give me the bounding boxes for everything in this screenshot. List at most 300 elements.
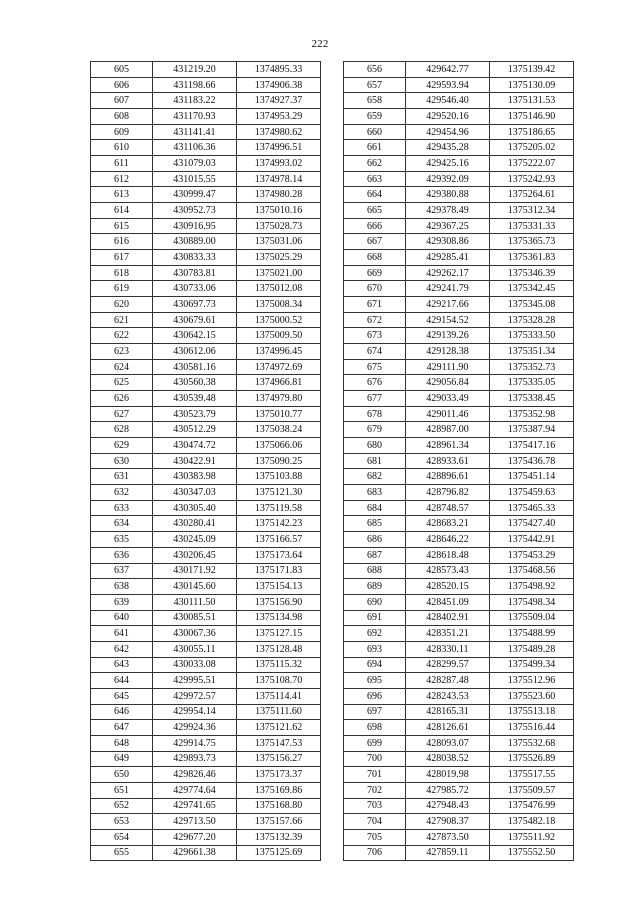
x-coordinate-cell: 431183.22	[153, 93, 237, 109]
point-number-cell: 630	[91, 453, 153, 469]
table-row	[91, 359, 321, 375]
point-number-cell: 651	[91, 782, 153, 798]
table-row	[344, 579, 574, 595]
x-coordinate-cell: 431015.55	[153, 171, 237, 187]
y-coordinate-cell: 1375119.58	[237, 500, 321, 516]
x-coordinate-cell: 427873.50	[406, 829, 490, 845]
y-coordinate-cell: 1375000.52	[237, 312, 321, 328]
y-coordinate-cell: 1374980.28	[237, 187, 321, 203]
table-row	[91, 391, 321, 407]
point-number-cell: 654	[91, 829, 153, 845]
point-number-cell: 665	[344, 203, 406, 219]
x-coordinate-cell: 428961.34	[406, 438, 490, 454]
x-coordinate-cell: 430916.95	[153, 218, 237, 234]
y-coordinate-cell: 1375031.06	[237, 234, 321, 250]
point-number-cell: 703	[344, 798, 406, 814]
x-coordinate-cell: 431219.20	[153, 62, 237, 78]
y-coordinate-cell: 1375345.08	[490, 297, 574, 313]
x-coordinate-cell: 430581.16	[153, 359, 237, 375]
point-number-cell: 662	[344, 156, 406, 172]
table-row	[91, 203, 321, 219]
point-number-cell: 686	[344, 532, 406, 548]
table-row	[91, 406, 321, 422]
y-coordinate-cell: 1375532.68	[490, 735, 574, 751]
table-row	[344, 673, 574, 689]
x-coordinate-cell: 431141.41	[153, 124, 237, 140]
point-number-cell: 655	[91, 845, 153, 861]
point-number-cell: 618	[91, 265, 153, 281]
y-coordinate-cell: 1375498.34	[490, 594, 574, 610]
table-row	[91, 610, 321, 626]
x-coordinate-cell: 430952.73	[153, 203, 237, 219]
table-row	[344, 109, 574, 125]
table-row	[91, 124, 321, 140]
y-coordinate-cell: 1375142.23	[237, 516, 321, 532]
y-coordinate-cell: 1375128.48	[237, 641, 321, 657]
x-coordinate-cell: 429546.40	[406, 93, 490, 109]
page-number: 222	[311, 38, 329, 50]
table-row	[91, 422, 321, 438]
coordinates-table-left	[90, 61, 321, 861]
point-number-cell: 642	[91, 641, 153, 657]
table-row	[344, 704, 574, 720]
x-coordinate-cell: 428019.98	[406, 767, 490, 783]
y-coordinate-cell: 1375171.83	[237, 563, 321, 579]
table-row	[91, 594, 321, 610]
y-coordinate-cell: 1375146.90	[490, 109, 574, 125]
point-number-cell: 610	[91, 140, 153, 156]
table-row	[344, 782, 574, 798]
y-coordinate-cell: 1375114.41	[237, 688, 321, 704]
y-coordinate-cell: 1375468.56	[490, 563, 574, 579]
table-row	[91, 782, 321, 798]
table-row	[344, 250, 574, 266]
table-row	[344, 422, 574, 438]
point-number-cell: 611	[91, 156, 153, 172]
y-coordinate-cell: 1375205.02	[490, 140, 574, 156]
point-number-cell: 637	[91, 563, 153, 579]
x-coordinate-cell: 429128.38	[406, 344, 490, 360]
y-coordinate-cell: 1375436.78	[490, 453, 574, 469]
y-coordinate-cell: 1374978.14	[237, 171, 321, 187]
table-row	[344, 532, 574, 548]
y-coordinate-cell: 1375127.15	[237, 626, 321, 642]
table-row	[344, 845, 574, 861]
table-row	[91, 547, 321, 563]
point-number-cell: 657	[344, 77, 406, 93]
y-coordinate-cell: 1375115.32	[237, 657, 321, 673]
table-row	[344, 720, 574, 736]
x-coordinate-cell: 430539.48	[153, 391, 237, 407]
x-coordinate-cell: 428748.57	[406, 500, 490, 516]
x-coordinate-cell: 428987.00	[406, 422, 490, 438]
y-coordinate-cell: 1375513.18	[490, 704, 574, 720]
x-coordinate-cell: 431170.93	[153, 109, 237, 125]
y-coordinate-cell: 1375010.16	[237, 203, 321, 219]
y-coordinate-cell: 1375156.27	[237, 751, 321, 767]
table-row	[91, 641, 321, 657]
y-coordinate-cell: 1374927.37	[237, 93, 321, 109]
x-coordinate-cell: 428618.48	[406, 547, 490, 563]
x-coordinate-cell: 430055.11	[153, 641, 237, 657]
point-number-cell: 701	[344, 767, 406, 783]
y-coordinate-cell: 1375038.24	[237, 422, 321, 438]
table-row	[91, 250, 321, 266]
x-coordinate-cell: 430612.06	[153, 344, 237, 360]
x-coordinate-cell: 430422.91	[153, 453, 237, 469]
y-coordinate-cell: 1375222.07	[490, 156, 574, 172]
x-coordinate-cell: 430642.15	[153, 328, 237, 344]
table-row	[344, 62, 574, 78]
y-coordinate-cell: 1375130.09	[490, 77, 574, 93]
table-row	[91, 281, 321, 297]
x-coordinate-cell: 428520.15	[406, 579, 490, 595]
y-coordinate-cell: 1375365.73	[490, 234, 574, 250]
point-number-cell: 644	[91, 673, 153, 689]
point-number-cell: 664	[344, 187, 406, 203]
point-number-cell: 614	[91, 203, 153, 219]
table-row	[91, 469, 321, 485]
point-number-cell: 643	[91, 657, 153, 673]
y-coordinate-cell: 1374993.02	[237, 156, 321, 172]
x-coordinate-cell: 431198.66	[153, 77, 237, 93]
y-coordinate-cell: 1375108.70	[237, 673, 321, 689]
y-coordinate-cell: 1374953.29	[237, 109, 321, 125]
point-number-cell: 693	[344, 641, 406, 657]
x-coordinate-cell: 428038.52	[406, 751, 490, 767]
point-number-cell: 634	[91, 516, 153, 532]
y-coordinate-cell: 1375499.34	[490, 657, 574, 673]
x-coordinate-cell: 430206.45	[153, 547, 237, 563]
x-coordinate-cell: 428287.48	[406, 673, 490, 689]
y-coordinate-cell: 1375121.62	[237, 720, 321, 736]
y-coordinate-cell: 1375134.98	[237, 610, 321, 626]
point-number-cell: 622	[91, 328, 153, 344]
x-coordinate-cell: 430833.33	[153, 250, 237, 266]
point-number-cell: 623	[91, 344, 153, 360]
table-row	[91, 485, 321, 501]
x-coordinate-cell: 430305.40	[153, 500, 237, 516]
x-coordinate-cell: 430679.61	[153, 312, 237, 328]
table-row	[91, 563, 321, 579]
y-coordinate-cell: 1375312.34	[490, 203, 574, 219]
point-number-cell: 613	[91, 187, 153, 203]
point-number-cell: 628	[91, 422, 153, 438]
point-number-cell: 692	[344, 626, 406, 642]
table-row	[344, 265, 574, 281]
y-coordinate-cell: 1375476.99	[490, 798, 574, 814]
point-number-cell: 632	[91, 485, 153, 501]
table-row	[91, 626, 321, 642]
x-coordinate-cell: 430999.47	[153, 187, 237, 203]
point-number-cell: 620	[91, 297, 153, 313]
point-number-cell: 648	[91, 735, 153, 751]
y-coordinate-cell: 1375509.57	[490, 782, 574, 798]
point-number-cell: 672	[344, 312, 406, 328]
table-row	[344, 500, 574, 516]
x-coordinate-cell: 428299.57	[406, 657, 490, 673]
y-coordinate-cell: 1375090.25	[237, 453, 321, 469]
x-coordinate-cell: 430171.92	[153, 563, 237, 579]
point-number-cell: 656	[344, 62, 406, 78]
table-row	[344, 594, 574, 610]
y-coordinate-cell: 1375511.92	[490, 829, 574, 845]
x-coordinate-cell: 429454.96	[406, 124, 490, 140]
x-coordinate-cell: 428165.31	[406, 704, 490, 720]
x-coordinate-cell: 430523.79	[153, 406, 237, 422]
point-number-cell: 687	[344, 547, 406, 563]
point-number-cell: 633	[91, 500, 153, 516]
x-coordinate-cell: 429139.26	[406, 328, 490, 344]
table-row	[344, 547, 574, 563]
y-coordinate-cell: 1375173.64	[237, 547, 321, 563]
x-coordinate-cell: 430085.51	[153, 610, 237, 626]
table-row	[91, 720, 321, 736]
table-row	[91, 140, 321, 156]
y-coordinate-cell: 1375333.50	[490, 328, 574, 344]
y-coordinate-cell: 1375516.44	[490, 720, 574, 736]
point-number-cell: 670	[344, 281, 406, 297]
table-row	[91, 171, 321, 187]
x-coordinate-cell: 428933.61	[406, 453, 490, 469]
y-coordinate-cell: 1375387.94	[490, 422, 574, 438]
point-number-cell: 691	[344, 610, 406, 626]
x-coordinate-cell: 429380.88	[406, 187, 490, 203]
y-coordinate-cell: 1375242.93	[490, 171, 574, 187]
table-row	[91, 187, 321, 203]
y-coordinate-cell: 1375121.30	[237, 485, 321, 501]
x-coordinate-cell: 430280.41	[153, 516, 237, 532]
table-row	[91, 453, 321, 469]
point-number-cell: 660	[344, 124, 406, 140]
y-coordinate-cell: 1375173.37	[237, 767, 321, 783]
table-row	[91, 438, 321, 454]
x-coordinate-cell: 430245.09	[153, 532, 237, 548]
point-number-cell: 679	[344, 422, 406, 438]
table-row	[344, 140, 574, 156]
y-coordinate-cell: 1375509.04	[490, 610, 574, 626]
point-number-cell: 675	[344, 359, 406, 375]
table-row	[91, 265, 321, 281]
x-coordinate-cell: 430474.72	[153, 438, 237, 454]
point-number-cell: 608	[91, 109, 153, 125]
y-coordinate-cell: 1375489.28	[490, 641, 574, 657]
point-number-cell: 668	[344, 250, 406, 266]
x-coordinate-cell: 430067.36	[153, 626, 237, 642]
y-coordinate-cell: 1375523.60	[490, 688, 574, 704]
point-number-cell: 631	[91, 469, 153, 485]
table-row	[344, 453, 574, 469]
table-row	[344, 469, 574, 485]
x-coordinate-cell: 430697.73	[153, 297, 237, 313]
x-coordinate-cell: 427985.72	[406, 782, 490, 798]
x-coordinate-cell: 429378.49	[406, 203, 490, 219]
x-coordinate-cell: 428646.22	[406, 532, 490, 548]
x-coordinate-cell: 430783.81	[153, 265, 237, 281]
table-row	[344, 391, 574, 407]
y-coordinate-cell: 1375132.39	[237, 829, 321, 845]
table-row	[91, 829, 321, 845]
point-number-cell: 612	[91, 171, 153, 187]
table-row	[344, 688, 574, 704]
y-coordinate-cell: 1375453.29	[490, 547, 574, 563]
point-number-cell: 635	[91, 532, 153, 548]
point-number-cell: 641	[91, 626, 153, 642]
y-coordinate-cell: 1375459.63	[490, 485, 574, 501]
table-row	[344, 657, 574, 673]
point-number-cell: 605	[91, 62, 153, 78]
table-row	[91, 767, 321, 783]
x-coordinate-cell: 429154.52	[406, 312, 490, 328]
point-number-cell: 624	[91, 359, 153, 375]
y-coordinate-cell: 1374996.51	[237, 140, 321, 156]
y-coordinate-cell: 1375352.98	[490, 406, 574, 422]
point-number-cell: 649	[91, 751, 153, 767]
table-row	[91, 312, 321, 328]
y-coordinate-cell: 1374980.62	[237, 124, 321, 140]
y-coordinate-cell: 1375009.50	[237, 328, 321, 344]
point-number-cell: 663	[344, 171, 406, 187]
y-coordinate-cell: 1375021.00	[237, 265, 321, 281]
point-number-cell: 680	[344, 438, 406, 454]
point-number-cell: 684	[344, 500, 406, 516]
x-coordinate-cell: 429972.57	[153, 688, 237, 704]
x-coordinate-cell: 428351.21	[406, 626, 490, 642]
x-coordinate-cell: 429661.38	[153, 845, 237, 861]
point-number-cell: 700	[344, 751, 406, 767]
y-coordinate-cell: 1375008.34	[237, 297, 321, 313]
y-coordinate-cell: 1374996.45	[237, 344, 321, 360]
point-number-cell: 690	[344, 594, 406, 610]
point-number-cell: 607	[91, 93, 153, 109]
x-coordinate-cell: 428093.07	[406, 735, 490, 751]
point-number-cell: 704	[344, 814, 406, 830]
point-number-cell: 699	[344, 735, 406, 751]
x-coordinate-cell: 429893.73	[153, 751, 237, 767]
y-coordinate-cell: 1375264.61	[490, 187, 574, 203]
x-coordinate-cell: 427948.43	[406, 798, 490, 814]
table-row	[91, 532, 321, 548]
point-number-cell: 688	[344, 563, 406, 579]
y-coordinate-cell: 1375442.91	[490, 532, 574, 548]
y-coordinate-cell: 1375125.69	[237, 845, 321, 861]
y-coordinate-cell: 1375103.88	[237, 469, 321, 485]
x-coordinate-cell: 429924.36	[153, 720, 237, 736]
y-coordinate-cell: 1375488.99	[490, 626, 574, 642]
y-coordinate-cell: 1375361.83	[490, 250, 574, 266]
table-row	[91, 814, 321, 830]
point-number-cell: 636	[91, 547, 153, 563]
x-coordinate-cell: 430733.06	[153, 281, 237, 297]
y-coordinate-cell: 1375338.45	[490, 391, 574, 407]
y-coordinate-cell: 1375186.65	[490, 124, 574, 140]
y-coordinate-cell: 1375156.90	[237, 594, 321, 610]
table-row	[344, 438, 574, 454]
table-row	[344, 767, 574, 783]
x-coordinate-cell: 430033.08	[153, 657, 237, 673]
table-row	[344, 281, 574, 297]
x-coordinate-cell: 429826.46	[153, 767, 237, 783]
table-row	[91, 375, 321, 391]
y-coordinate-cell: 1375331.33	[490, 218, 574, 234]
point-number-cell: 673	[344, 328, 406, 344]
point-number-cell: 645	[91, 688, 153, 704]
table-row	[91, 845, 321, 861]
table-row	[344, 359, 574, 375]
y-coordinate-cell: 1375111.60	[237, 704, 321, 720]
table-row	[344, 375, 574, 391]
table-row	[91, 688, 321, 704]
x-coordinate-cell: 428126.61	[406, 720, 490, 736]
point-number-cell: 671	[344, 297, 406, 313]
point-number-cell: 677	[344, 391, 406, 407]
table-row	[91, 218, 321, 234]
table-row	[91, 751, 321, 767]
x-coordinate-cell: 431106.36	[153, 140, 237, 156]
x-coordinate-cell: 430145.60	[153, 579, 237, 595]
x-coordinate-cell: 429995.51	[153, 673, 237, 689]
point-number-cell: 689	[344, 579, 406, 595]
y-coordinate-cell: 1374972.69	[237, 359, 321, 375]
y-coordinate-cell: 1375526.89	[490, 751, 574, 767]
x-coordinate-cell: 429593.94	[406, 77, 490, 93]
point-number-cell: 678	[344, 406, 406, 422]
point-number-cell: 697	[344, 704, 406, 720]
table-row	[344, 735, 574, 751]
y-coordinate-cell: 1375025.29	[237, 250, 321, 266]
point-number-cell: 606	[91, 77, 153, 93]
x-coordinate-cell: 430560.38	[153, 375, 237, 391]
point-number-cell: 669	[344, 265, 406, 281]
point-number-cell: 683	[344, 485, 406, 501]
point-number-cell: 694	[344, 657, 406, 673]
x-coordinate-cell: 429033.49	[406, 391, 490, 407]
point-number-cell: 661	[344, 140, 406, 156]
point-number-cell: 681	[344, 453, 406, 469]
x-coordinate-cell: 429425.16	[406, 156, 490, 172]
x-coordinate-cell: 429914.75	[153, 735, 237, 751]
table-row	[344, 814, 574, 830]
y-coordinate-cell: 1375517.55	[490, 767, 574, 783]
x-coordinate-cell: 428683.21	[406, 516, 490, 532]
table-row	[91, 735, 321, 751]
y-coordinate-cell: 1375427.40	[490, 516, 574, 532]
coordinates-table-right	[343, 61, 574, 861]
table-row	[91, 657, 321, 673]
table-row	[344, 93, 574, 109]
y-coordinate-cell: 1374906.38	[237, 77, 321, 93]
x-coordinate-cell: 430347.03	[153, 485, 237, 501]
table-row	[91, 234, 321, 250]
table-row	[91, 77, 321, 93]
x-coordinate-cell: 428896.61	[406, 469, 490, 485]
table-row	[91, 62, 321, 78]
table-row	[344, 798, 574, 814]
table-row	[344, 563, 574, 579]
point-number-cell: 674	[344, 344, 406, 360]
table-row	[344, 829, 574, 845]
table-row	[344, 751, 574, 767]
table-row	[91, 673, 321, 689]
point-number-cell: 640	[91, 610, 153, 626]
y-coordinate-cell: 1375166.57	[237, 532, 321, 548]
x-coordinate-cell: 428243.53	[406, 688, 490, 704]
point-number-cell: 696	[344, 688, 406, 704]
point-number-cell: 653	[91, 814, 153, 830]
y-coordinate-cell: 1375346.39	[490, 265, 574, 281]
x-coordinate-cell: 428573.43	[406, 563, 490, 579]
point-number-cell: 666	[344, 218, 406, 234]
